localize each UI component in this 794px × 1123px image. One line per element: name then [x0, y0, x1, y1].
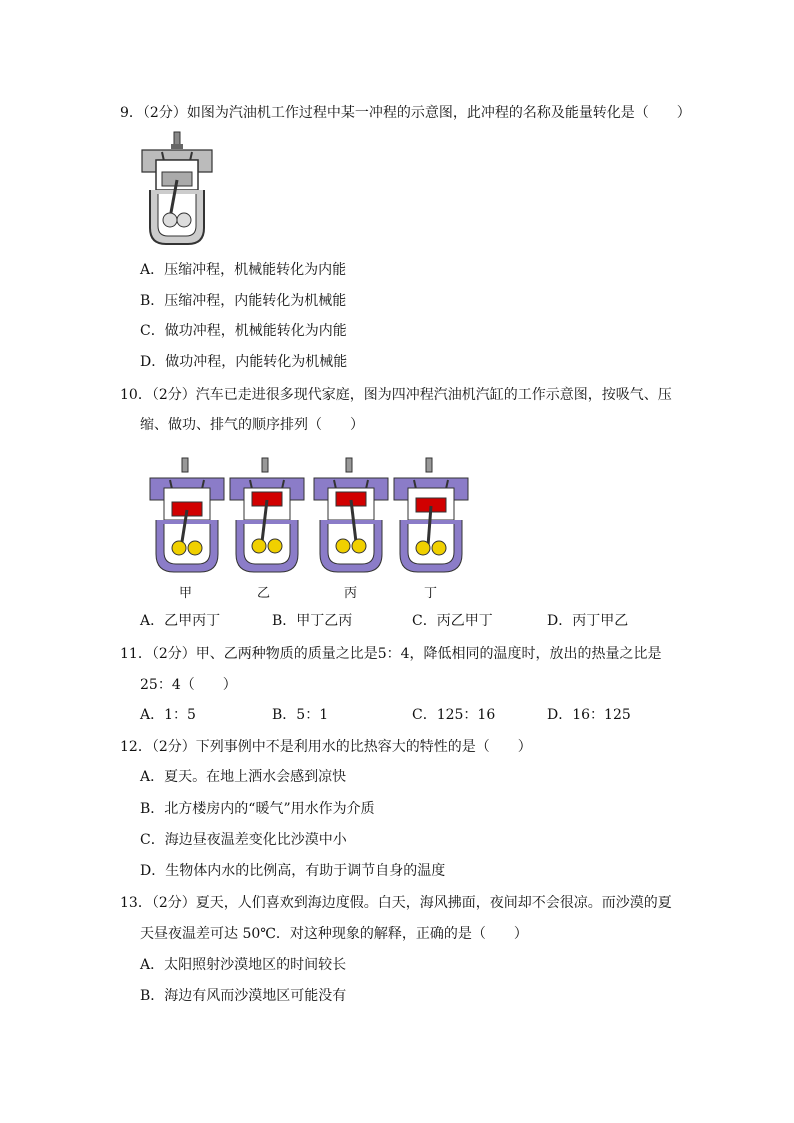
q12-option-b: B．北方楼房内的“暖气”用水作为介质: [140, 801, 375, 817]
q12-stem: 12．（2分）下列事例中不是利用水的比热容大的特性的是（ ）: [120, 739, 532, 755]
q9-option-d: D．做功冲程，内能转化为机械能: [140, 354, 348, 370]
q10-stem-line1: 10．（2分）汽车已走进很多现代家庭，图为四冲程汽油机汽缸的工作示意图，按吸气、压: [120, 387, 672, 403]
q12-option-d: D．生物体内水的比例高，有助于调节自身的温度: [140, 863, 446, 879]
q9-option-c: C．做功冲程，机械能转化为内能: [140, 323, 347, 339]
q10-engine-ding: [392, 456, 470, 574]
q12-option-c: C．海边昼夜温差变化比沙漠中小: [140, 832, 347, 848]
q10-engine-jia: [148, 456, 226, 574]
q10-caption-bing: 丙: [344, 586, 358, 601]
q10-engine-yi: [228, 456, 306, 574]
q10-stem-line2: 缩、做功、排气的顺序排列（ ）: [140, 417, 364, 433]
q11-option-c: C．125：16: [412, 707, 496, 723]
q12-option-a: A．夏天。在地上洒水会感到凉快: [140, 769, 347, 785]
q11-option-d: D．16：125: [547, 707, 631, 723]
q11-option-b: B．5：1: [272, 707, 329, 723]
q10-option-a: A．乙甲丙丁: [140, 613, 221, 629]
q10-caption-jia: 甲: [179, 586, 193, 601]
q9-stem: 9．（2分）如图为汽油机工作过程中某一冲程的示意图，此冲程的名称及能量转化是（ ）: [120, 105, 691, 121]
q10-caption-yi: 乙: [257, 586, 271, 601]
q13-option-b: B．海边有风而沙漠地区可能没有: [140, 988, 347, 1004]
q13-stem-line2: 天昼夜温差可达 50℃．对这种现象的解释，正确的是（ ）: [140, 926, 528, 942]
q13-stem-line1: 13．（2分）夏天，人们喜欢到海边度假。白天，海风拂面，夜间却不会很凉。而沙漠的夏: [120, 895, 672, 911]
q9-engine-diagram: [138, 130, 218, 248]
q11-stem-line2: 25：4（ ）: [140, 677, 237, 693]
q13-option-a: A．太阳照射沙漠地区的时间较长: [140, 957, 347, 973]
q10-caption-ding: 丁: [424, 586, 438, 601]
q9-option-b: B．压缩冲程，内能转化为机械能: [140, 293, 347, 309]
q10-engine-bing: [312, 456, 390, 574]
q10-option-d: D．丙丁甲乙: [547, 613, 629, 629]
q10-option-b: B．甲丁乙丙: [272, 613, 353, 629]
q9-option-a: A．压缩冲程，机械能转化为内能: [140, 262, 347, 278]
q11-option-a: A．1：5: [140, 707, 196, 723]
q10-option-c: C．丙乙甲丁: [412, 613, 493, 629]
q11-stem-line1: 11．（2分）甲、乙两种物质的质量之比是5：4，降低相同的温度时，放出的热量之比是: [120, 646, 662, 662]
